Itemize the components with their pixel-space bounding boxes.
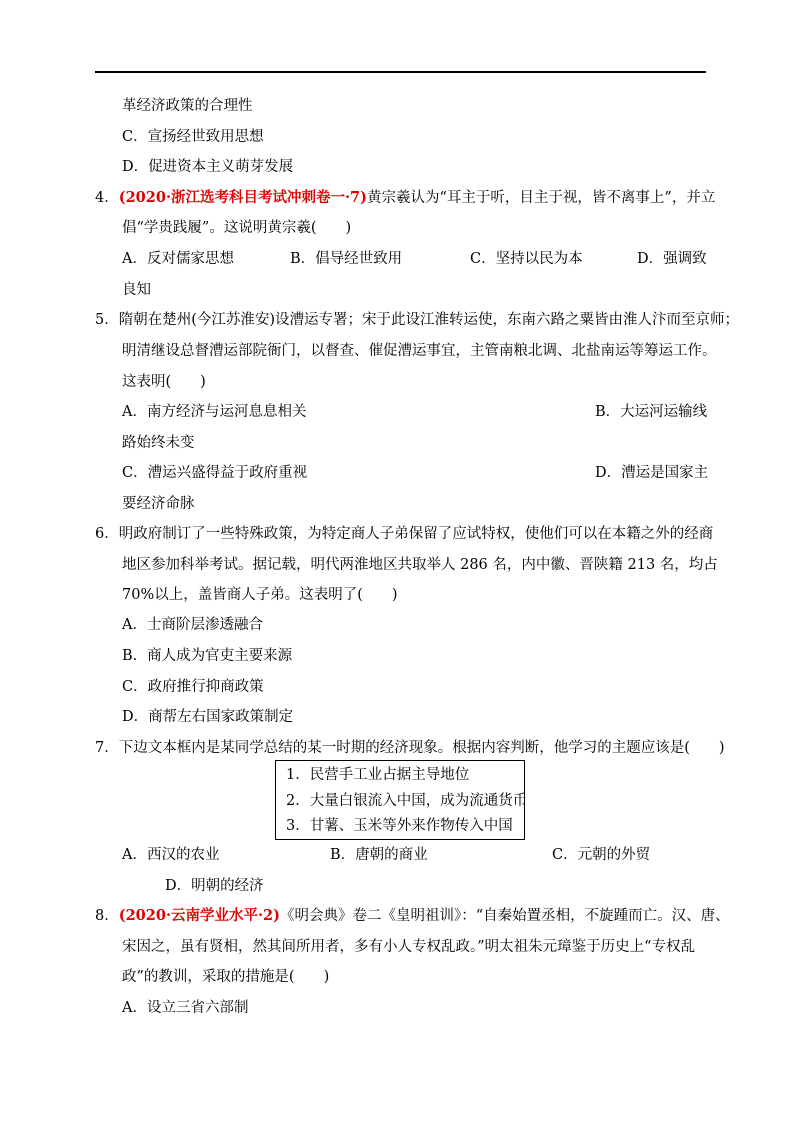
q6-option-b: B．商人成为官吏主要来源 [122, 648, 293, 664]
q8-stem-text-1: 《明会典》卷二《皇明祖训》：“自秦始置丞相，不旋踵而亡。汉、唐、 [280, 908, 730, 924]
q8-source-tag: (2020·云南学业水平·2) [118, 907, 280, 924]
q7-option-a: A．西汉的农业 [122, 847, 220, 863]
q7-box-item-3: 3．甘薯、玉米等外来作物传入中国 [286, 818, 513, 834]
q5-stem-line-2: 明清继设总督漕运部院衙门，以督查、催促漕运事宜，主管南粮北调、北盐南运等筹运工作。 [122, 343, 717, 359]
q4-option-a: A．反对儒家思想 [122, 251, 234, 267]
header-rule [95, 71, 706, 73]
q3-option-d: D．促进资本主义萌芽发展 [122, 159, 294, 175]
q7-option-c: C．元朝的外贸 [552, 847, 651, 863]
q7-text-box [275, 760, 528, 840]
q4-option-d-continued: 良知 [122, 282, 151, 298]
q5-stem-line-1: 5．隋朝在楚州(今江苏淮安)设漕运专署；宋于此设江淮转运使，东南六路之粟皆由淮人汴而至京师； [95, 312, 740, 328]
q5-option-d: D．漕运是国家主 [595, 465, 709, 481]
q8-option-a: A．设立三省六部制 [122, 1000, 249, 1016]
q5-option-d-continued: 要经济命脉 [122, 496, 195, 512]
q6-option-c: C．政府推行抑商政策 [122, 679, 264, 695]
q4-stem-line-1 [95, 188, 715, 208]
q7-stem-line-1: 7．下边文本框内是某同学总结的某一时期的经济现象。根据内容判断，他学习的主题应该是( ) [95, 740, 725, 756]
q8-stem-line-1 [95, 906, 730, 926]
q6-stem-line-3: 70%以上，盖皆商人子弟。这表明了( ) [122, 587, 398, 603]
q4-stem-line-2: 倡“学贵践履”。这说明黄宗羲( ) [122, 220, 352, 236]
q5-stem-line-3: 这表明( ) [122, 374, 206, 390]
q8-stem-line-2: 宋因之，虽有贤相，然其间所用者，多有小人专权乱政。”明太祖朱元璋鉴于历史上“专权乱 [122, 939, 696, 955]
q8-number: 8． [95, 908, 119, 924]
q4-source-tag: (2020·浙江选考科目考试冲刺卷一·7) [118, 189, 367, 206]
q4-option-b: B．倡导经世致用 [290, 251, 403, 267]
q6-option-a: A．士商阶层渗透融合 [122, 617, 263, 633]
q5-option-c: C．漕运兴盛得益于政府重视 [122, 465, 308, 481]
q6-option-d: D．商帮左右国家政策制定 [122, 709, 294, 725]
q3-option-b-continued: 革经济政策的合理性 [122, 98, 253, 114]
q5-option-b-continued: 路始终未变 [122, 435, 195, 451]
q4-number: 4． [95, 190, 119, 206]
q4-option-d: D．强调致 [637, 251, 707, 267]
q5-option-b: B．大运河运输线 [595, 404, 708, 420]
q5-option-a: A．南方经济与运河息息相关 [122, 404, 307, 420]
q4-option-c: C．坚持以民为本 [470, 251, 583, 267]
q7-box-item-2: 2．大量白银流入中国，成为流通货币 [286, 793, 528, 809]
q7-option-b: B．唐朝的商业 [330, 847, 428, 863]
q6-stem-line-1: 6．明政府制订了一些特殊政策，为特定商人子弟保留了应试特权，使他们可以在本籍之外的经商 [95, 526, 714, 542]
q8-stem-line-3: 政”的教训，采取的措施是( ) [122, 969, 330, 985]
q4-stem-text-1: 黄宗羲认为“耳主于听，目主于视，皆不离事上”，并立 [367, 190, 716, 206]
q7-option-d: D．明朝的经济 [165, 878, 264, 894]
q3-option-c: C．宣扬经世致用思想 [122, 129, 264, 145]
q7-box-item-1: 1．民营手工业占据主导地位 [286, 767, 470, 783]
q6-stem-line-2: 地区参加科举考试。据记载，明代两淮地区共取举人 286 名，内中徽、晋陕籍 213 名，均占 [122, 557, 718, 573]
